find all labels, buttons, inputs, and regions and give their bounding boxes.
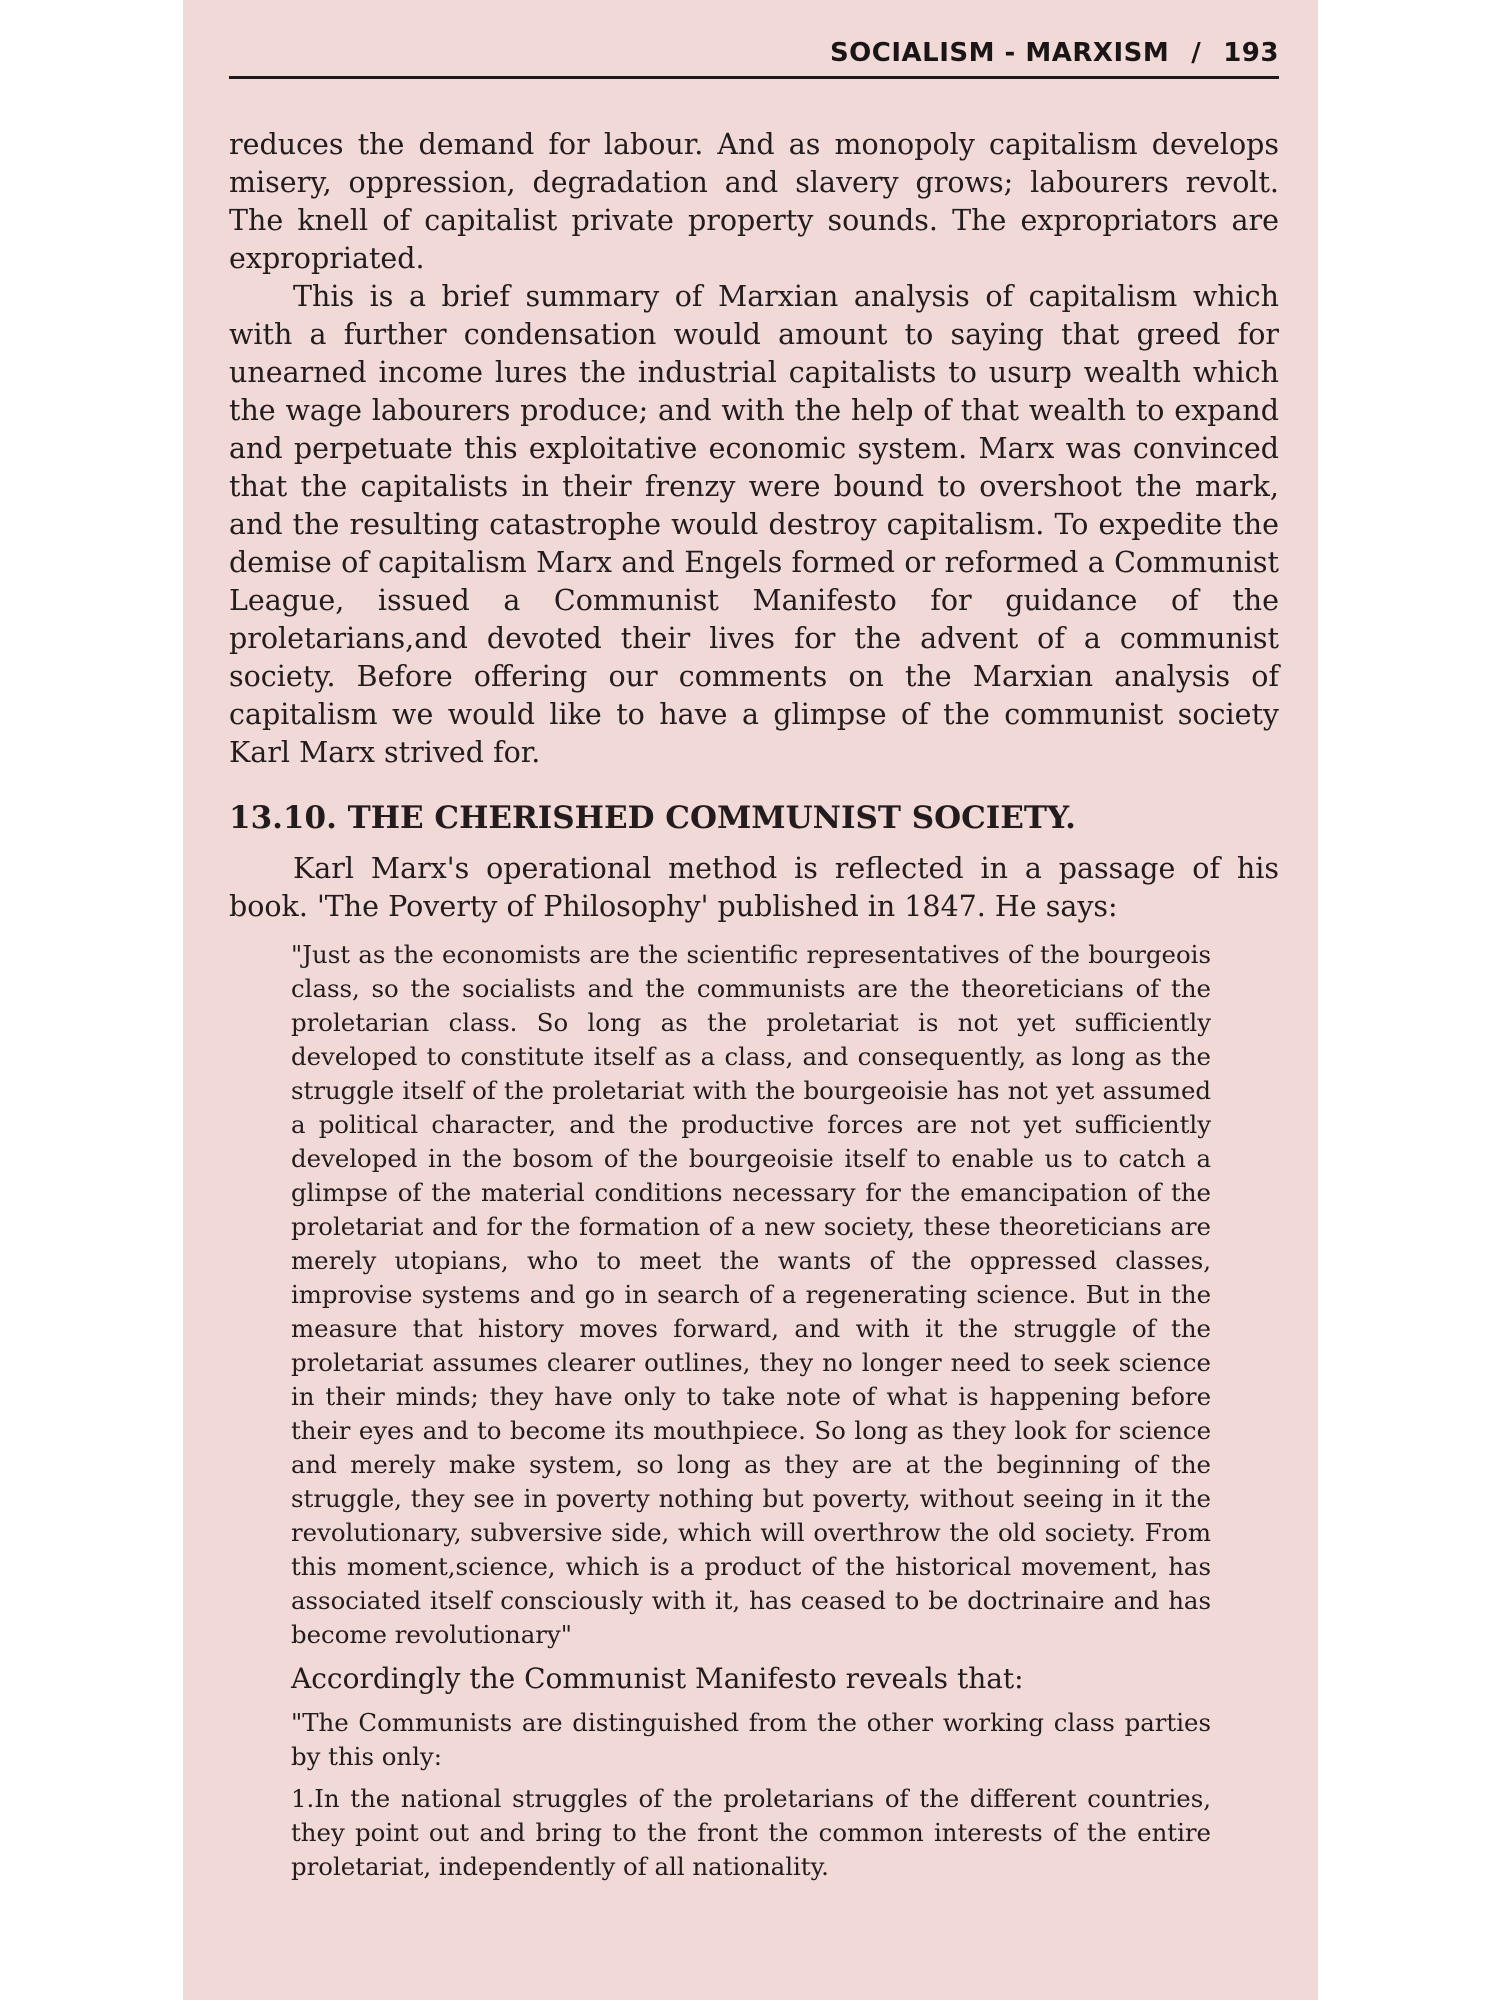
paragraph-summary: This is a brief summary of Marxian analysis of capitalism which with a further condensation would amount to saying that greed for unearned income lures the industrial capitalists to usurp wealth which the wage labourers produce; and with the help of that wealth to expand and perpetuate this exploitative economic system. Marx was convinced that the capitalists in their frenzy were bound to overshoot the mark, and the resulting catastrophe would destroy capitalism. To expedite the demise of capitalism Marx and Engels formed or reformed a Communist League, issued a Communist Manifesto for guidance of the proletarians,and devoted their lives for the advent of a communist society. Before offering our comments on the Marxian analysis of capitalism we would like to have a glimpse of the communist society Karl Marx strived for. (229, 280, 1279, 769)
page-number: 193 (1223, 38, 1279, 68)
book-page (183, 0, 1318, 2000)
header-title: SOCIALISM - MARXISM (829, 38, 1170, 68)
list-item: 1.In the national struggles of the proletarians of the different countries, they point out and bring to the front the common interests of the entire proletariat, independently of all nationality. (291, 1784, 1211, 1881)
running-header (229, 38, 1279, 79)
manifesto-intro: Accordingly the Communist Manifesto reveals that: (291, 1662, 1024, 1695)
manifesto-quote: "The Communists are distinguished from the other working class parties by this only: (291, 1708, 1211, 1771)
section-heading: 13.10. THE CHERISHED COMMUNIST SOCIETY. (229, 800, 1076, 836)
header-separator: / (1191, 38, 1202, 68)
paragraph-continued: reduces the demand for labour. And as monopoly capitalism develops misery, oppression, degradation and slavery grows; labourers revolt. The knell of capitalist private property sounds. The expropriators are expropriated. (229, 128, 1279, 275)
section-intro: Karl Marx's operational method is reflected in a passage of his book. 'The Poverty of Philosophy' published in 1847. He says: (229, 852, 1279, 923)
page-body (229, 126, 1279, 1884)
block-quote-poverty-of-philosophy: "Just as the economists are the scientific representatives of the bourgeois class, so the socialists and the communists are the theoreticians of the proletarian class. So long as the proletariat is not yet sufficiently developed to constitute itself as a class, and consequently, as long as the struggle itself of the proletariat with the bourgeoisie has not yet assumed a political character, and the productive forces are not yet sufficiently developed in the bosom of the bourgeoisie itself to enable us to catch a glimpse of the material conditions necessary for the emancipation of the proletariat and for the formation of a new society, these theoreticians are merely utopians, who to meet the wants of the oppressed classes, improvise systems and go in search of a regenerating science. But in the measure that history moves forward, and with it the struggle of the proletariat assumes clearer outlines, they no longer need to seek science in their minds; they have only to take note of what is happening before their eyes and to become its mouthpiece. So long as they look for science and merely make system, so long as they are at the beginning of the struggle, they see in poverty nothing but poverty, without seeing in it the revolutionary, subversive side, which will overthrow the old society. From this moment,science, which is a product of the historical movement, has associated itself consciously with it, has ceased to be doctrinaire and has become revolutionary" (291, 940, 1211, 1649)
